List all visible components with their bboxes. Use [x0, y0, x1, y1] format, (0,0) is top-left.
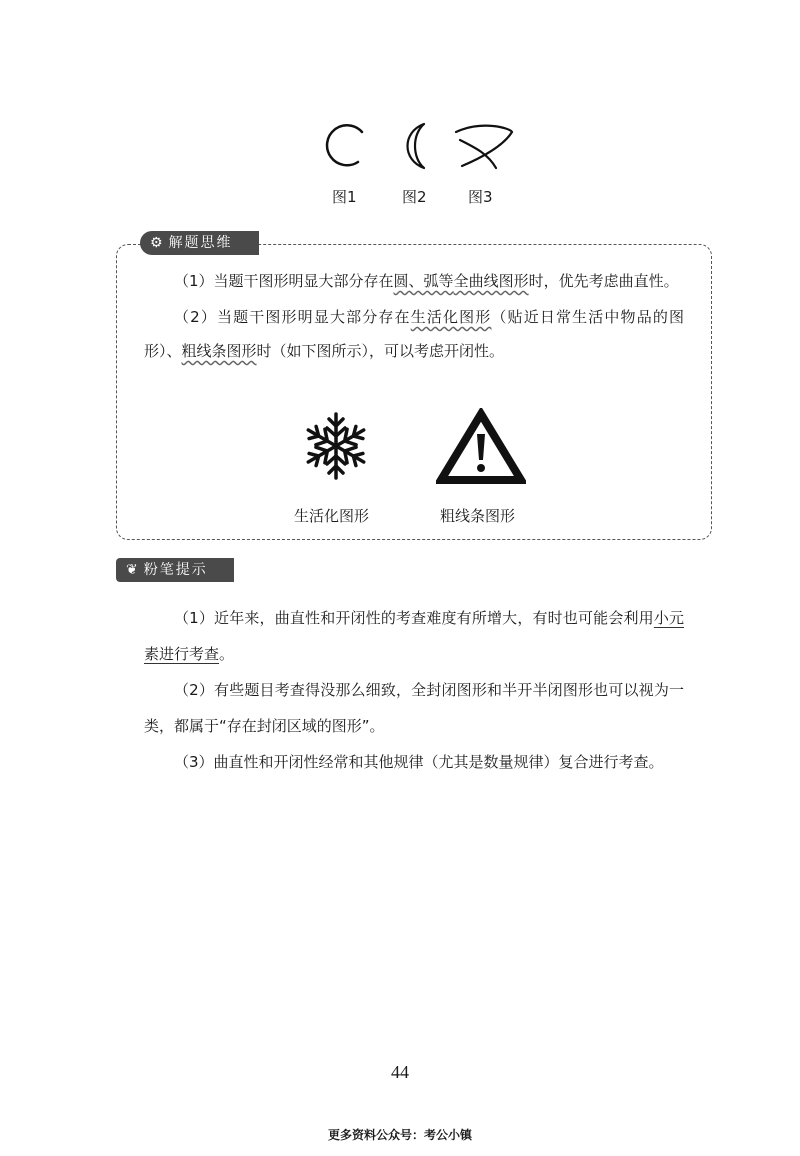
footer-text: 更多资料公众号：考公小镇 [327, 1128, 472, 1142]
gear-icon: ⚙ [150, 235, 165, 251]
underlined-text: 全曲线图形 [453, 272, 529, 290]
figure-label-3: 图3 [468, 188, 493, 206]
text: （1）近年来，曲直性和开闭性的考查难度有所增大，有时也可能会利用 [174, 609, 654, 627]
underlined-text: 生活化图形 [410, 308, 492, 326]
figure-label-2: 图2 [402, 188, 427, 206]
underlined-text: 小元素进行考查 [144, 609, 684, 663]
caption-thick-line: 粗线条图形 [440, 507, 516, 525]
fish-curve-icon [452, 118, 518, 174]
page-number: 44 [391, 1062, 409, 1082]
figure-label-1: 图1 [332, 188, 357, 206]
text: 时（如下图所示），可以考虑开闭性。 [256, 342, 505, 360]
solve-section-title: 解题思维 [168, 235, 233, 251]
tip-3: （3）曲直性和开闭性经常和其他规律（尤其是数量规律）复合进行考查。 [174, 753, 664, 771]
tips-section-tag [116, 558, 234, 582]
solve-para-1 [144, 264, 684, 298]
text: （1）当题干图形明显大部分存在 [174, 272, 394, 290]
tip-2: （2）有些题目考查得没那么细致，全封闭图形和半开半闭图形也可以视为一类，都属于“存在封闭区域的图形”。 [144, 681, 684, 735]
underlined-text: 粗线条图形 [181, 342, 257, 360]
sprout-icon: ❦ [126, 562, 140, 578]
tip-1 [144, 600, 684, 672]
solve-para-2 [144, 300, 684, 368]
text: （贴近日常生活中物品的图形）、 [144, 308, 684, 360]
text: 。 [219, 645, 235, 663]
circle-arc-icon [318, 118, 370, 174]
text: （2）当题干图形明显大部分存在 [174, 308, 411, 326]
crescent-moon-icon [396, 118, 436, 174]
snowflake-icon [300, 410, 372, 482]
tips-section-title: 粉笔提示 [143, 562, 208, 578]
caption-lifelike: 生活化图形 [294, 507, 370, 525]
solve-section-tag [140, 231, 259, 255]
underlined-text: 圆、弧等 [393, 272, 454, 290]
warning-triangle-icon [436, 408, 526, 486]
tips-paragraphs [144, 600, 684, 780]
text: 时，优先考虑曲直性。 [528, 272, 679, 290]
solve-paragraphs [144, 264, 684, 368]
